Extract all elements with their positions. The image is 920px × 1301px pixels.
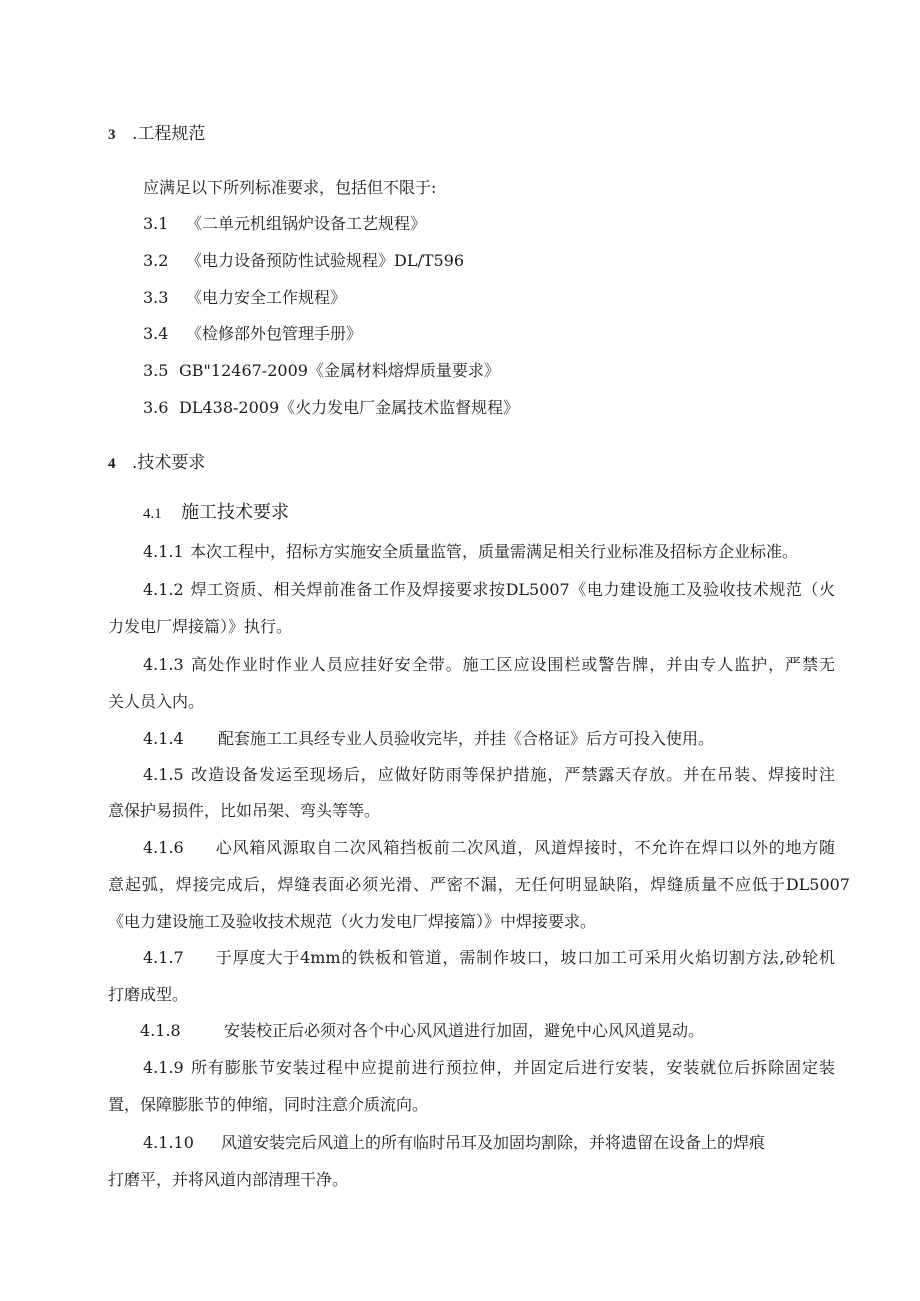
- clause-code: 4.1.10: [143, 1133, 194, 1152]
- clause-4-1-8: [140, 1021, 704, 1041]
- clause-continuation: 关人员入内。: [108, 692, 205, 711]
- standard-item: [143, 361, 500, 381]
- clause-4-1-7: [143, 948, 835, 968]
- clause-continuation: 打磨平，并将风道内部清理干净。: [108, 1170, 349, 1189]
- clause-text: 安装校正后必须对各个中心风风道进行加固，避免中心风风道晃动。: [224, 1021, 705, 1040]
- standard-item: [143, 324, 362, 344]
- standard-item-text: DL438-2009《火力发电厂金属技术监督规程》: [179, 398, 520, 417]
- standard-item: [143, 288, 346, 308]
- section-3-intro: 应满足以下所列标准要求，包括但不限于:: [143, 178, 437, 197]
- clause-text: 焊工资质、相关焊前准备工作及焊接要求按DL5007《电力建设施工及验收技术规范（火: [190, 580, 835, 599]
- clause-4-1-4: [143, 729, 714, 749]
- clause-code: 4.1.5: [143, 765, 184, 784]
- standard-item-code: 3.4: [143, 324, 169, 343]
- standard-item: [143, 251, 464, 271]
- standard-item-code: 3.5: [143, 361, 169, 380]
- section-3-heading: [108, 124, 205, 145]
- clause-continuation: 力发电厂焊接篇）》执行。: [108, 617, 293, 636]
- clause-text: 本次工程中，招标方实施安全质量监管，质量需满足相关行业标准及招标方企业标准。: [190, 542, 799, 561]
- section-3-title: .工程规范: [132, 124, 206, 144]
- clause-4-1-6: [143, 838, 835, 858]
- standard-item-text: 《检修部外包管理手册》: [186, 324, 363, 343]
- clause-4-1-2: [143, 580, 835, 600]
- standard-item-text: 《电力安全工作规程》: [186, 288, 347, 307]
- subsection-4-1-heading: [143, 503, 289, 524]
- clause-continuation: 意起弧，焊接完成后，焊缝表面必须光滑、严密不漏，无任何明显缺陷，焊缝质量不应低于DL5007: [108, 875, 850, 894]
- standard-item-text: 《电力设备预防性试验规程》DL/T596: [186, 251, 465, 270]
- clause-text: 于厚度大于4mm的铁板和管道，需制作坡口，坡口加工可采用火焰切割方法,砂轮机: [215, 948, 835, 967]
- clause-code: 4.1.4: [143, 729, 184, 748]
- clause-4-1-9: [143, 1058, 835, 1078]
- clause-code: 4.1.6: [143, 838, 184, 857]
- clause-4-1-10: [143, 1133, 765, 1153]
- section-4-number: 4: [108, 456, 116, 472]
- clause-code: 4.1.7: [143, 948, 184, 967]
- section-4-title: .技术要求: [132, 453, 206, 473]
- subsection-number: 4.1: [143, 506, 162, 522]
- clause-text: 风道安装完后风道上的所有临时吊耳及加固均割除，并将遗留在设备上的焊痕: [221, 1133, 766, 1152]
- standard-item-code: 3.1: [143, 214, 169, 233]
- subsection-title: 施工技术要求: [181, 502, 289, 523]
- standard-item-text: 《二单元机组锅炉设备工艺规程》: [186, 214, 427, 233]
- standard-item: [143, 214, 426, 234]
- clause-4-1-3: [143, 655, 835, 675]
- clause-continuation: 打磨成型。: [108, 985, 189, 1004]
- clause-4-1-5: [143, 765, 835, 785]
- standard-item-code: 3.3: [143, 288, 169, 307]
- clause-text: 所有膨胀节安装过程中应提前进行预拉伸，并固定后进行安装，安装就位后拆除固定装: [190, 1058, 835, 1077]
- section-3-number: 3: [108, 127, 116, 143]
- standard-item-text: GB"12467-2009《金属材料熔焊质量要求》: [179, 361, 500, 380]
- clause-code: 4.1.9: [143, 1058, 184, 1077]
- clause-4-1-1: [143, 542, 798, 562]
- clause-continuation: 置，保障膨胀节的伸缩，同时注意介质流向。: [108, 1095, 429, 1114]
- clause-text: 改造设备发运至现场后，应做好防雨等保护措施，严禁露天存放。并在吊装、焊接时注: [190, 765, 835, 784]
- clause-text: 配套施工工具经专业人员验收完毕，并挂《合格证》后方可投入使用。: [218, 729, 715, 748]
- clause-continuation: 意保护易损件，比如吊架、弯头等等。: [108, 801, 381, 820]
- standard-item-code: 3.2: [143, 251, 169, 270]
- clause-code: 4.1.8: [140, 1021, 181, 1040]
- clause-code: 4.1.1: [143, 542, 184, 561]
- section-4-heading: [108, 453, 205, 474]
- clause-text: 高处作业时作业人员应挂好安全带。施工区应设围栏或警告牌，并由专人监护，严禁无: [190, 655, 835, 674]
- clause-code: 4.1.2: [143, 580, 184, 599]
- standard-item: [143, 398, 519, 418]
- clause-continuation: 《电力建设施工及验收技术规范（火力发电厂焊接篇）》中焊接要求。: [108, 912, 597, 931]
- standard-item-code: 3.6: [143, 398, 169, 417]
- clause-text: 心风箱风源取自二次风箱挡板前二次风道，风道焊接时，不允许在焊口以外的地方随: [215, 838, 835, 857]
- clause-code: 4.1.3: [143, 655, 184, 674]
